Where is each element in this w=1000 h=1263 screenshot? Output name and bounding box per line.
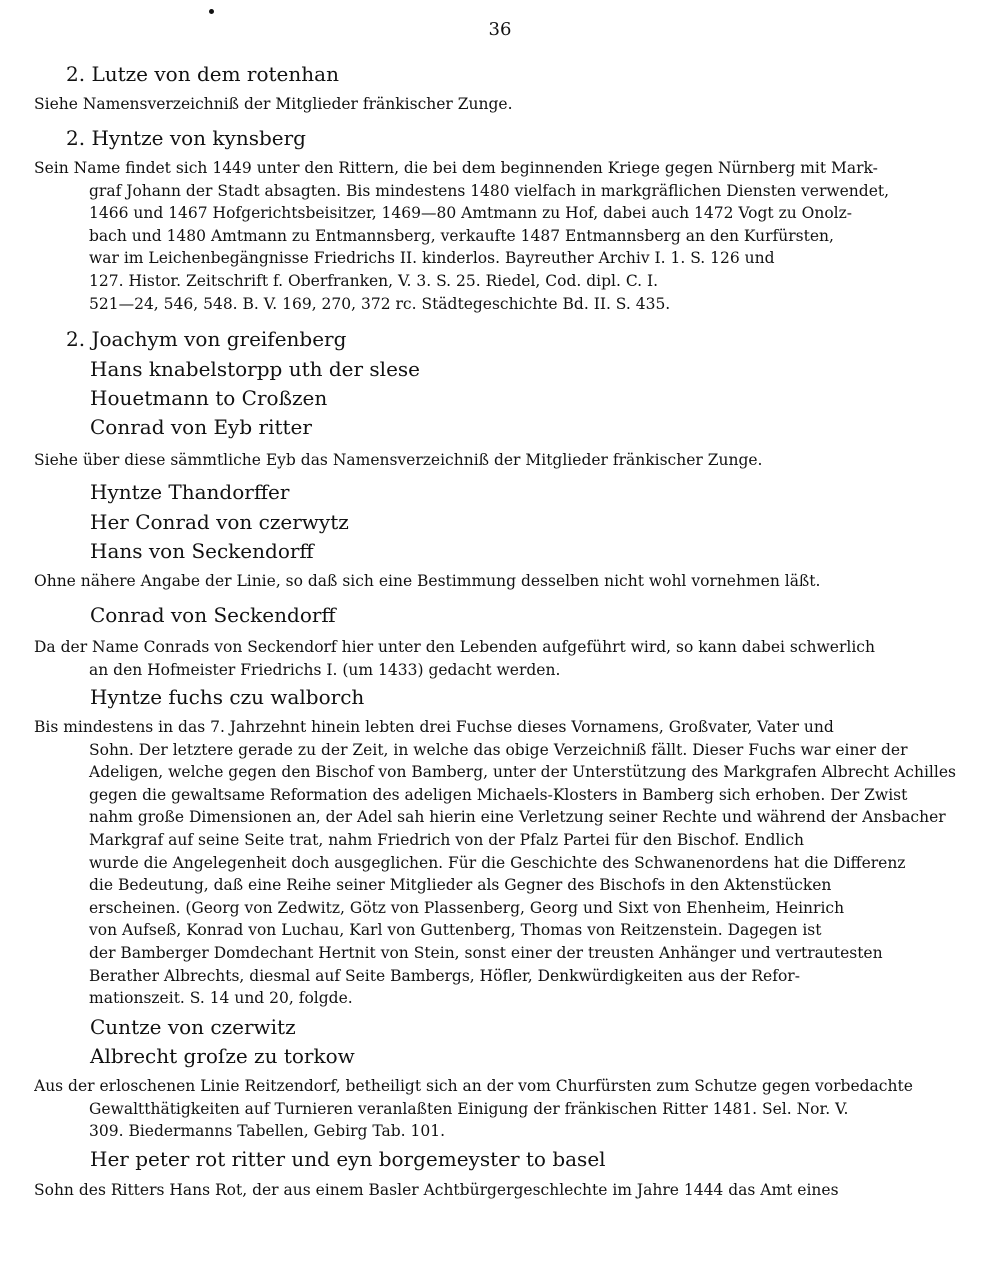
entry-text-conrad-seckendorff	[34, 636, 966, 681]
entry-text-seckendorff-line: Ohne nähere Angabe der Linie, so daß sich eine Bestimmung desselben nicht wohl vornehmen läßt.	[34, 572, 821, 590]
text-line: nahm große Dimensionen an, der Adel sah hierin eine Verletzung seiner Rechte und während der Ansbacher	[89, 808, 946, 827]
text-line: Gewaltthätigkeiten auf Turnieren veranlaßten Einigung der fränkischen Ritter 1481. Sel. Nor. V.	[89, 1099, 849, 1118]
entry-text-lutze: Siehe Namensverzeichniß der Mitglieder fränkischer Zunge.	[34, 95, 513, 113]
entry-heading-conrad-eyb: Conrad von Eyb ritter	[90, 415, 312, 439]
text-line: 127. Histor. Zeitschrift f. Oberfranken, V. 3. S. 25. Riedel, Cod. dipl. C. I.	[89, 271, 659, 290]
text-line: Aus der erloschenen Linie Reitzendorf, betheiligt sich an der vom Churfürsten zum Schutze gegen vorbedachte	[34, 1077, 913, 1095]
text-line: gegen die gewaltsame Reformation des adeligen Michaels-Klosters in Bamberg sich erhoben. Der Zwist	[89, 785, 908, 804]
text-line: 309. Biedermanns Tabellen, Gebirg Tab. 101.	[89, 1122, 446, 1141]
text-line: war im Leichenbegängnisse Friedrichs II. kinderlos. Bayreuther Archiv I. 1. S. 126 und	[89, 249, 775, 268]
entry-heading-hyntze-fuchs: Hyntze fuchs czu walborch	[90, 685, 365, 709]
text-line: von Aufseß, Konrad von Luchau, Karl von Guttenberg, Thomas von Reitzenstein. Dagegen ist	[89, 921, 822, 940]
text-line: bach und 1480 Amtmann zu Entmannsberg, verkaufte 1487 Entmannsberg an den Kurfürsten,	[89, 226, 834, 245]
text-line: Adeligen, welche gegen den Bischof von Bamberg, unter der Unterstützung des Markgrafen Albrecht Achilles	[89, 763, 956, 782]
entry-text-hyntze-fuchs	[34, 716, 966, 1010]
text-line: mationszeit. S. 14 und 20, folgde.	[89, 989, 353, 1008]
entry-heading-albrecht-grosze: Albrecht groſze zu torkow	[90, 1044, 355, 1068]
text-line: an den Hofmeister Friedrichs I. (um 1433) gedacht werden.	[89, 660, 561, 679]
text-line: 1466 und 1467 Hofgerichtsbeisitzer, 1469—80 Amtmann zu Hof, dabei auch 1472 Vogt zu Onolz-	[89, 204, 853, 223]
entry-heading-houetmann: Houetmann to Croßzen	[90, 386, 328, 410]
text-line: Sohn des Ritters Hans Rot, der aus einem Basler Achtbürgergeschlechte im Jahre 1444 das Amt eines	[34, 1181, 839, 1199]
text-line: graf Johann der Stadt absagten. Bis mindestens 1480 vielfach in markgräflichen Diensten verwendet,	[89, 181, 890, 200]
entry-heading-cuntze: Cuntze von czerwitz	[90, 1015, 296, 1039]
text-line: der Bamberger Domdechant Hertnit von Stein, sonst einer der treusten Anhänger und vertrautesten	[89, 943, 883, 962]
entry-text-peter-rot	[34, 1179, 966, 1202]
entry-heading-hans-seckendorff: Hans von Seckendorff	[90, 539, 314, 563]
entry-heading-hyntze-kynsberg: 2. Hyntze von kynsberg	[66, 126, 306, 150]
text-line: 521—24, 546, 548. B. V. 169, 270, 372 rc. Städtegeschichte Bd. II. S. 435.	[89, 294, 671, 313]
entry-text-albrecht-grosze	[34, 1075, 966, 1143]
text-line: Berather Albrechts, diesmal auf Seite Bambergs, Höfler, Denkwürdigkeiten aus der Refor-	[89, 966, 800, 985]
entry-heading-lutze: 2. Lutze von dem rotenhan	[66, 62, 339, 86]
text-line: die Bedeutung, daß eine Reihe seiner Mitglieder als Gegner des Bischofs in den Aktenstücken	[89, 876, 832, 895]
ink-dot	[209, 9, 214, 14]
entry-heading-joachym: 2. Joachym von greifenberg	[66, 327, 347, 351]
page-number: 36	[488, 19, 512, 40]
text-line: Da der Name Conrads von Seckendorf hier unter den Lebenden aufgeführt wird, so kann dabei schwerlich	[34, 638, 875, 656]
entry-heading-thandorffer: Hyntze Thandorffer	[90, 480, 290, 504]
text-line: Sein Name findet sich 1449 unter den Rittern, die bei dem beginnenden Kriege gegen Nürnberg mit Mark-	[34, 159, 878, 177]
text-line: Bis mindestens in das 7. Jahrzehnt hinein lebten drei Fuchse dieses Vornamens, Großvater, Vater und	[34, 718, 834, 736]
entry-text-hyntze-kynsberg	[34, 157, 966, 315]
text-line: erscheinen. (Georg von Zedwitz, Götz von Plassenberg, Georg und Sixt von Ehenheim, Heinrich	[89, 898, 845, 917]
entry-heading-peter-rot: Her peter rot ritter und eyn borgemeyster to basel	[90, 1147, 606, 1171]
entry-text-eyb: Siehe über diese sämmtliche Eyb das Namensverzeichniß der Mitglieder fränkischer Zunge.	[34, 451, 763, 469]
entry-heading-knabelstorpp: Hans knabelstorpp uth der slese	[90, 357, 420, 381]
text-line: Markgraf auf seine Seite trat, nahm Friedrich von der Pfalz Partei für den Bischof. Endlich	[89, 830, 804, 849]
text-line: Sohn. Der letztere gerade zu der Zeit, in welche das obige Verzeichniß fällt. Dieser Fuchs war einer der	[89, 740, 908, 759]
entry-heading-conrad-seckendorff: Conrad von Seckendorff	[90, 603, 336, 627]
entry-heading-czerwytz: Her Conrad von czerwytz	[90, 510, 349, 534]
text-line: wurde die Angelegenheit doch ausgeglichen. Für die Geschichte des Schwanenordens hat die Differenz	[89, 853, 906, 872]
